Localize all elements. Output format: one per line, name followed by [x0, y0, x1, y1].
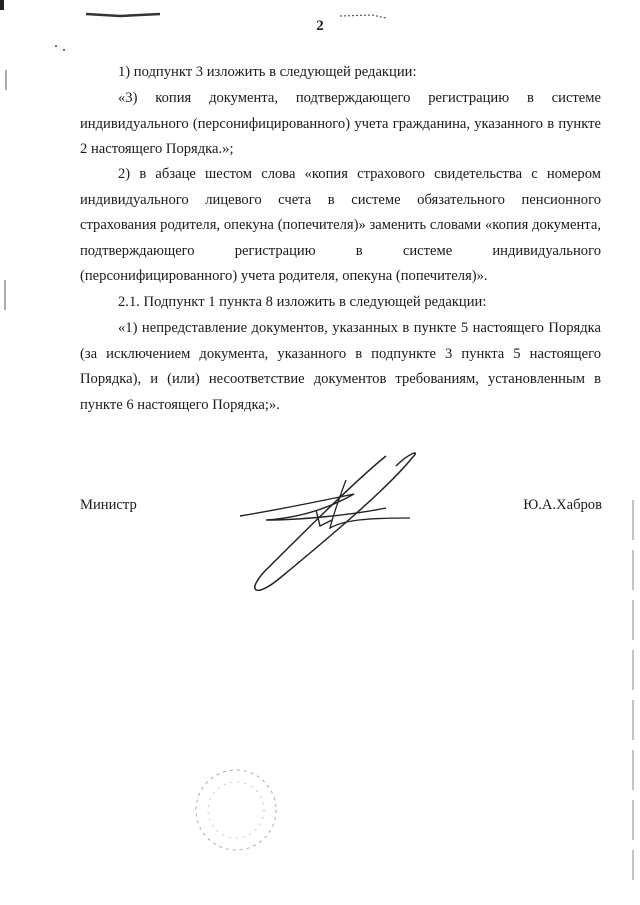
faded-stamp — [176, 760, 296, 860]
paragraph-3: 2) в абзаце шестом слова «копия страхового свидетельства с номером индивидуального лицевого счета в системе обязательного пенсионного страхования родителя, опекуна (попечителя)» заменить словами «копия документа, подтверждающего регистрацию в системе индивидуального (персонифицированного) учета родителя, опекуна (попечителя)». — [80, 166, 601, 284]
page-number: 2 — [316, 18, 324, 34]
paragraph-5: «1) непредставление документов, указанных в пункте 5 настоящего Порядка (за исключением документа, указанного в подпункте 3 пункта 5 настоящего Порядка), и (или) несоответствие документов требованиям, установленным в пункте 6 настоящего Порядка;». — [80, 320, 601, 413]
scan-artifact-left — [0, 70, 12, 330]
paragraph-2: «3) копия документа, подтверждающего регистрацию в системе индивидуального (персонифицированного) учета гражданина, указанного в пункте 2 настоящего Порядка.»; — [80, 90, 601, 157]
paragraph-1: 1) подпункт 3 изложить в следующей редакции: — [118, 64, 417, 80]
handwritten-signature — [236, 450, 426, 600]
scan-artifact-right — [628, 500, 640, 900]
signatory-name: Ю.А.Хабров — [523, 497, 602, 513]
paragraph-4: 2.1. Подпункт 1 пункта 8 изложить в следующей редакции: — [118, 294, 487, 310]
signatory-title: Министр — [80, 497, 137, 513]
